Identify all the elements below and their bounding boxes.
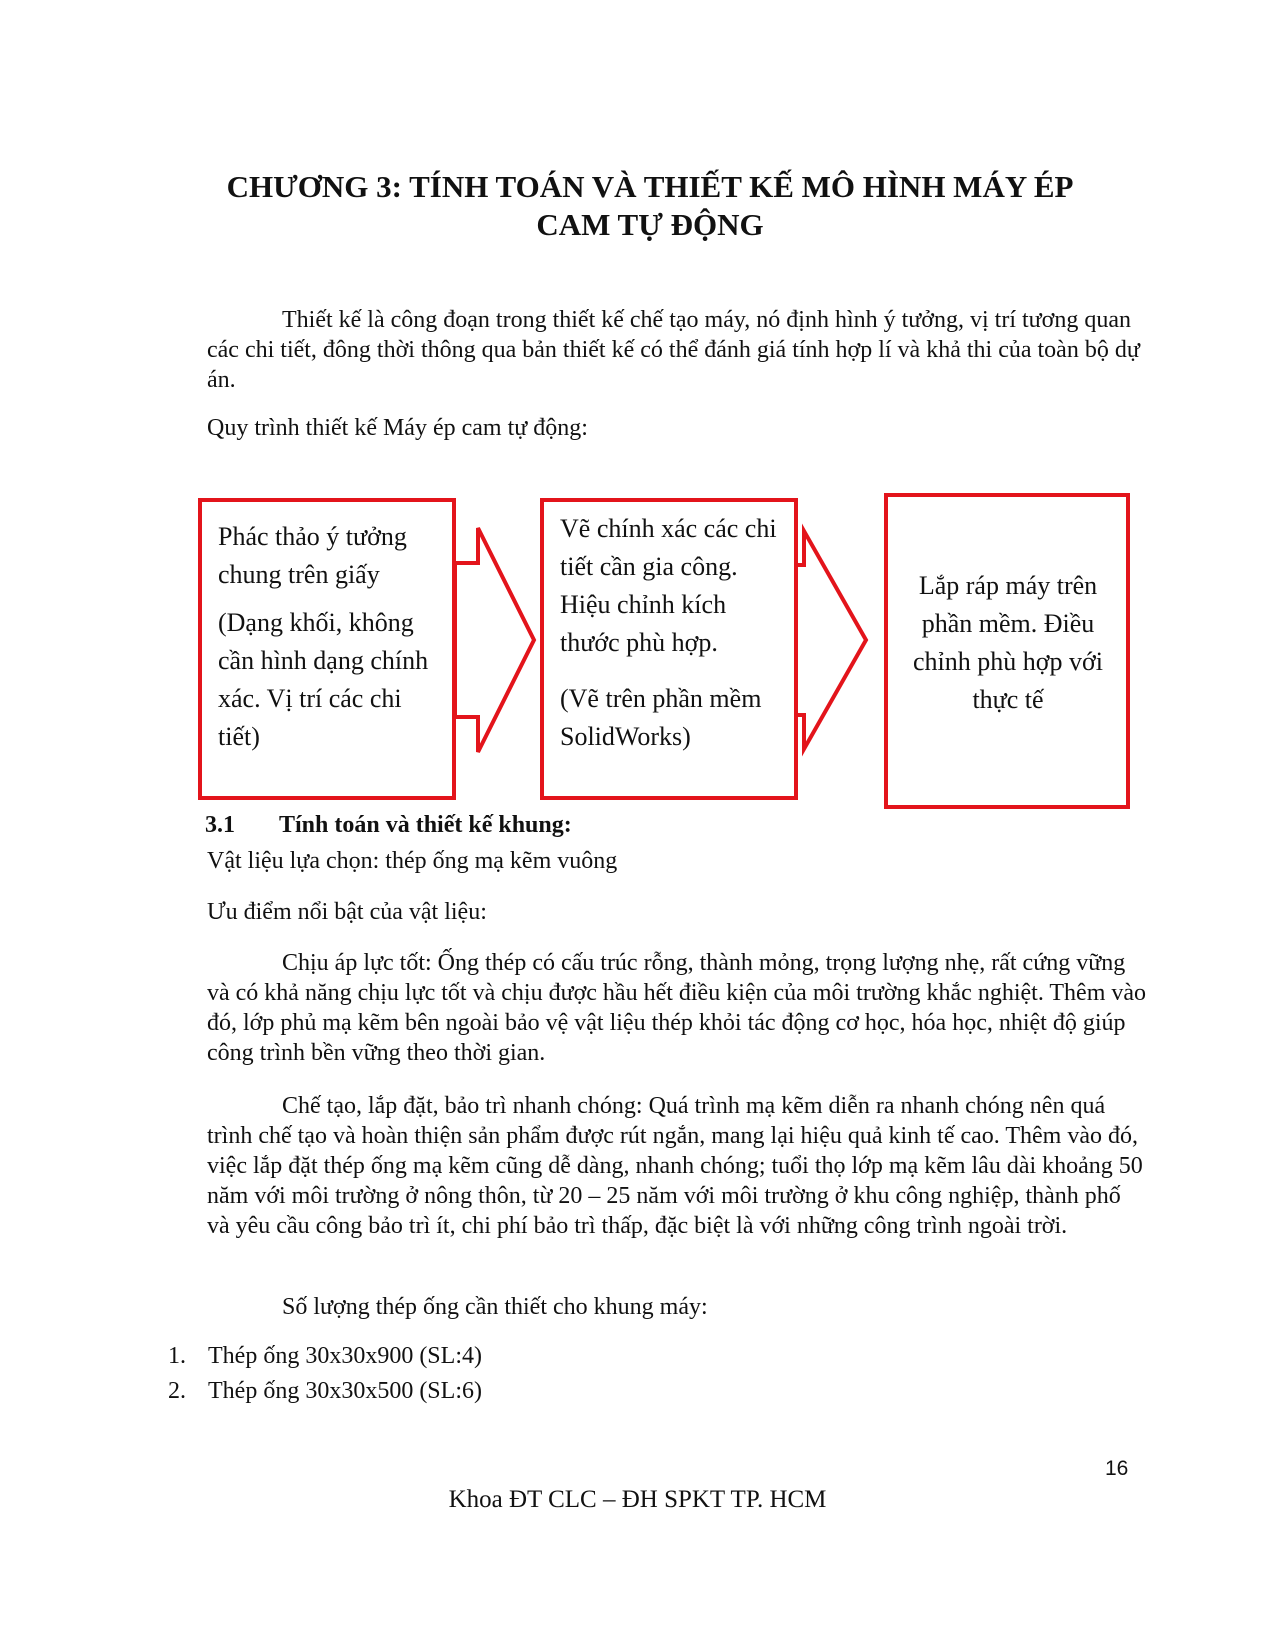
chapter-title-line2: CAM TỰ ĐỘNG — [536, 207, 764, 242]
list-item-number: 1. — [168, 1343, 186, 1369]
quantity-label: Số lượng thép ống cần thiết cho khung máy: — [282, 1294, 708, 1320]
flow-box-1 — [198, 498, 456, 800]
flow-box-2-text: Vẽ chính xác các chi tiết cần gia công. Hiệu chỉnh kích thước phù hợp. — [560, 514, 777, 657]
flow-box-1-note: (Dạng khối, không cần hình dạng chính xác. Vị trí các chi tiết) — [218, 608, 429, 751]
intro-paragraph: Thiết kế là công đoạn trong thiết kế chế tạo máy, nó định hình ý tưởng, vị trí tương quan các chi tiết, đông thời thông qua bản thiết kế có thể đánh giá tính hợp lí và khả thi của toàn bộ dự án. — [207, 307, 1140, 393]
flow-box-3 — [884, 493, 1130, 809]
list-item — [168, 1341, 482, 1371]
page-footer: Khoa ĐT CLC – ĐH SPKT TP. HCM — [448, 1486, 827, 1513]
material-text: Vật liệu lựa chọn: thép ống mạ kẽm vuông — [207, 848, 618, 874]
advantage-paragraph-2: Chế tạo, lắp đặt, bảo trì nhanh chóng: Quá trình mạ kẽm diễn ra nhanh chóng nên quá trình chế tạo và hoàn thiện sản phẩm được rút ngắn, mang lại hiệu quả kinh tế cao. Thêm vào đó, việc lắp đặt thép ống mạ kẽm cũng dễ dàng, nhanh chóng; tuổi thọ lớp mạ kẽm lâu dài khoảng 50 năm với môi trường ở nông thôn, từ 20 – 25 năm với môi trường ở khu công nghiệp, thành phố và yêu cầu công bảo trì ít, chi phí bảo trì thấp, đặc biệt là với những công trình ngoài trời. — [207, 1093, 1143, 1239]
arrow-icon-1 — [455, 528, 534, 752]
list-item-number: 2. — [168, 1378, 186, 1404]
page-number: 16 — [1105, 1457, 1129, 1480]
flow-box-2-note: (Vẽ trên phần mềm SolidWorks) — [560, 684, 762, 751]
advantage-paragraph-1: Chịu áp lực tốt: Ống thép có cấu trúc rỗng, thành mỏng, trọng lượng nhẹ, rất cứng vững và có khả năng chịu lực tốt và chịu được hầu hết điều kiện của môi trường khắc nghiệt. Thêm vào đó, lớp phủ mạ kẽm bên ngoài bảo vệ vật liệu thép khỏi tác động cơ học, hóa học, nhiệt độ giúp công trình bền vững theo thời gian. — [207, 950, 1147, 1066]
section-title: Tính toán và thiết kế khung: — [279, 812, 572, 838]
chapter-title-line1: CHƯƠNG 3: TÍNH TOÁN VÀ THIẾT KẾ MÔ HÌNH MÁY ÉP — [226, 169, 1074, 204]
flow-box-3-text: Lắp ráp máy trên phần mềm. Điều chỉnh phù hợp với thực tế — [913, 571, 1103, 714]
list-item — [168, 1376, 482, 1406]
list-item-text: Thép ống 30x30x500 (SL:6) — [208, 1378, 482, 1404]
advantages-label: Ưu điểm nổi bật của vật liệu: — [207, 899, 487, 925]
flow-box-1-text: Phác thảo ý tưởng chung trên giấy — [218, 522, 407, 589]
process-label: Quy trình thiết kế Máy ép cam tự động: — [207, 415, 588, 441]
arrow-icon-2 — [796, 531, 866, 749]
section-number: 3.1 — [205, 812, 235, 838]
flow-box-2 — [540, 498, 798, 800]
list-item-text: Thép ống 30x30x900 (SL:4) — [208, 1343, 482, 1369]
